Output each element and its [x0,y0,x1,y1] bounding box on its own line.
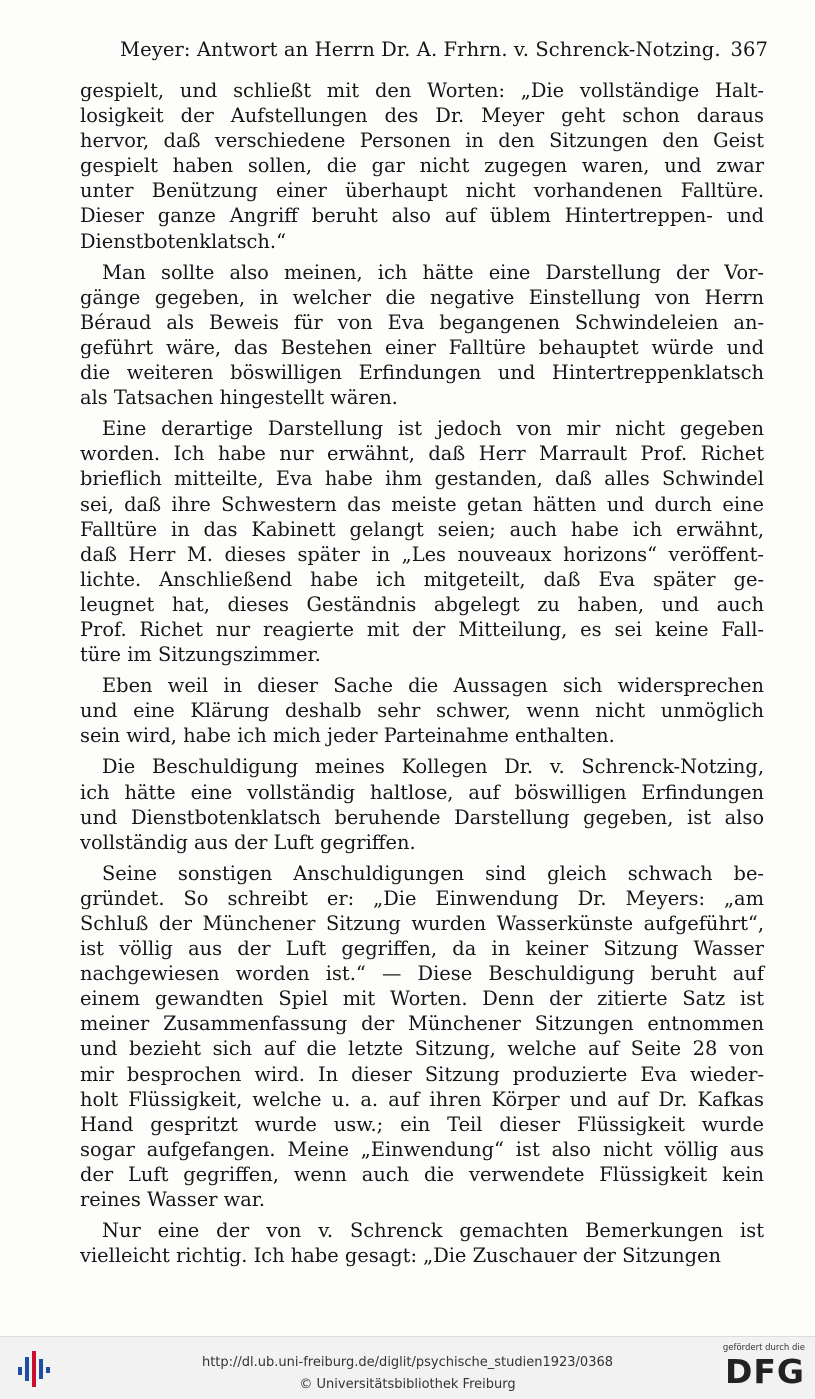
text-line: Dienstbotenklatsch.“ [80,229,286,253]
text-line: und bezieht sich auf die letzte Sitzung, welche auf Seite 28 von [80,1037,764,1061]
text-line: vollständig aus der Luft gegriffen. [80,830,416,854]
text-line: ich hätte eine vollständig haltlose, auf böswilligen Erfindungen [80,780,764,804]
paragraph [80,1218,764,1268]
text-line: Seine sonstigen Anschuldigungen sind gleich schwach be- [102,861,764,885]
text-line: geführt wäre, das Bestehen einer Falltüre behauptet würde und [80,335,764,359]
viewer-footer [0,1336,815,1399]
dfg-logo-icon: DFG [724,1352,805,1391]
paragraph [80,260,764,411]
text-line: losigkeit der Aufstellungen des Dr. Meyer geht schon daraus [80,104,764,128]
text-line: Eben weil in dieser Sache die Aussagen sich widersprechen [102,674,764,698]
text-line: hervor, daß verschiedene Personen in den Sitzungen den Geist [80,129,764,153]
text-line: gespielt, und schließt mit den Worten: „Die vollständige Halt- [80,79,764,102]
paragraph [80,78,764,254]
text-line: brieflich mitteilte, Eva habe ihm gestanden, daß alles Schwindel [80,467,764,491]
text-line: und Dienstbotenklatsch beruhende Darstellung gegeben, ist also [80,805,764,829]
paragraph [80,673,764,748]
text-line: sein wird, habe ich mich jeder Parteinahme enthalten. [80,724,615,748]
text-line: reines Wasser war. [80,1188,266,1212]
text-line: sei, daß ihre Schwestern das meiste getan hätten und durch eine [80,492,764,516]
text-line: lichte. Anschließend habe ich mitgeteilt, daß Eva später ge- [80,567,764,591]
text-line: meiner Zusammenfassung der Münchener Sitzungen entnommen [80,1012,764,1036]
paragraph [80,416,764,667]
text-line: mir besprochen wird. In dieser Sitzung produzierte Eva wieder- [80,1062,764,1086]
text-line: Nur eine der von v. Schrenck gemachten Bemerkungen ist [102,1219,764,1243]
text-line: Schluß der Münchener Sitzung wurden Wasserkünste aufgeführt“, [80,912,764,935]
running-header [120,38,768,61]
text-line: als Tatsachen hingestellt wären. [80,386,398,410]
text-line: einem gewandten Spiel mit Worten. Denn der zitierte Satz ist [80,987,764,1011]
text-line: gründet. So schreibt er: „Die Einwendung Dr. Meyers: „am [80,886,764,910]
text-line: Eine derartige Darstellung ist jedoch von mir nicht gegeben [102,417,764,441]
footer-url-link[interactable]: http://dl.ub.uni-freiburg.de/diglit/psychische_studien1923/0368 [201,1355,614,1370]
text-line: gespielt haben sollen, die gar nicht zugegen waren, und zwar [80,154,764,178]
dfg-caption: gefördert durch die [722,1343,805,1353]
body-text [80,78,764,1274]
paragraph [80,754,764,854]
text-line: sogar aufgefangen. Meine „Einwendung“ ist also nicht völlig aus [80,1137,764,1161]
text-line: und eine Klärung deshalb sehr schwer, wenn nicht unmöglich [80,699,764,723]
text-line: worden. Ich habe nur erwähnt, daß Herr Marrault Prof. Richet [80,442,764,466]
text-line: leugnet hat, dieses Geständnis abgelegt zu haben, und auch [80,592,764,616]
text-line: holt Flüssigkeit, welche u. a. auf ihren Körper und auf Dr. Kafkas [80,1087,764,1111]
paragraph [80,861,764,1212]
text-line: Die Beschuldigung meines Kollegen Dr. v. Schrenck-Notzing, [102,755,764,779]
text-line: die weiteren böswilligen Erfindungen und Hintertreppenklatsch [80,361,764,385]
text-line: unter Benützung einer überhaupt nicht vorhandenen Falltüre. [80,179,764,203]
text-line: der Luft gegriffen, wenn auch die verwendete Flüssigkeit kein [80,1162,764,1186]
text-line: Prof. Richet nur reagierte mit der Mitteilung, es sei keine Fall- [80,617,764,641]
text-line: Béraud als Beweis für von Eva begangenen Schwindeleien an- [80,310,764,334]
text-line: daß Herr M. dieses später in „Les nouveaux horizons“ veröffent- [80,542,764,566]
text-line: Falltüre in das Kabinett gelangt seien; auch habe ich erwähnt, [80,517,764,541]
text-line: nachgewiesen worden ist.“ — Diese Beschuldigung beruht auf [80,962,764,986]
text-line: türe im Sitzungszimmer. [80,643,321,667]
text-line: Hand gespritzt wurde usw.; ein Teil dieser Flüssigkeit wurde [80,1112,764,1136]
text-line: ist völlig aus der Luft gegriffen, da in keiner Sitzung Wasser [80,937,764,961]
footer-copyright: © Universitätsbibliothek Freiburg [299,1377,516,1392]
page-number: 367 [730,38,768,61]
text-line: gänge gegeben, in welcher die negative Einstellung von Herrn [80,285,764,309]
dfg-sponsor [713,1343,805,1395]
running-title: Meyer: Antwort an Herrn Dr. A. Frhrn. v. Schrenck-Notzing. [120,38,721,61]
text-line: Man sollte also meinen, ich hätte eine Darstellung der Vor- [102,260,764,284]
text-line: vielleicht richtig. Ich habe gesagt: „Die Zuschauer der Sitzungen [80,1244,721,1268]
text-line: Dieser ganze Angriff beruht also auf üblem Hintertreppen- und [80,204,764,228]
